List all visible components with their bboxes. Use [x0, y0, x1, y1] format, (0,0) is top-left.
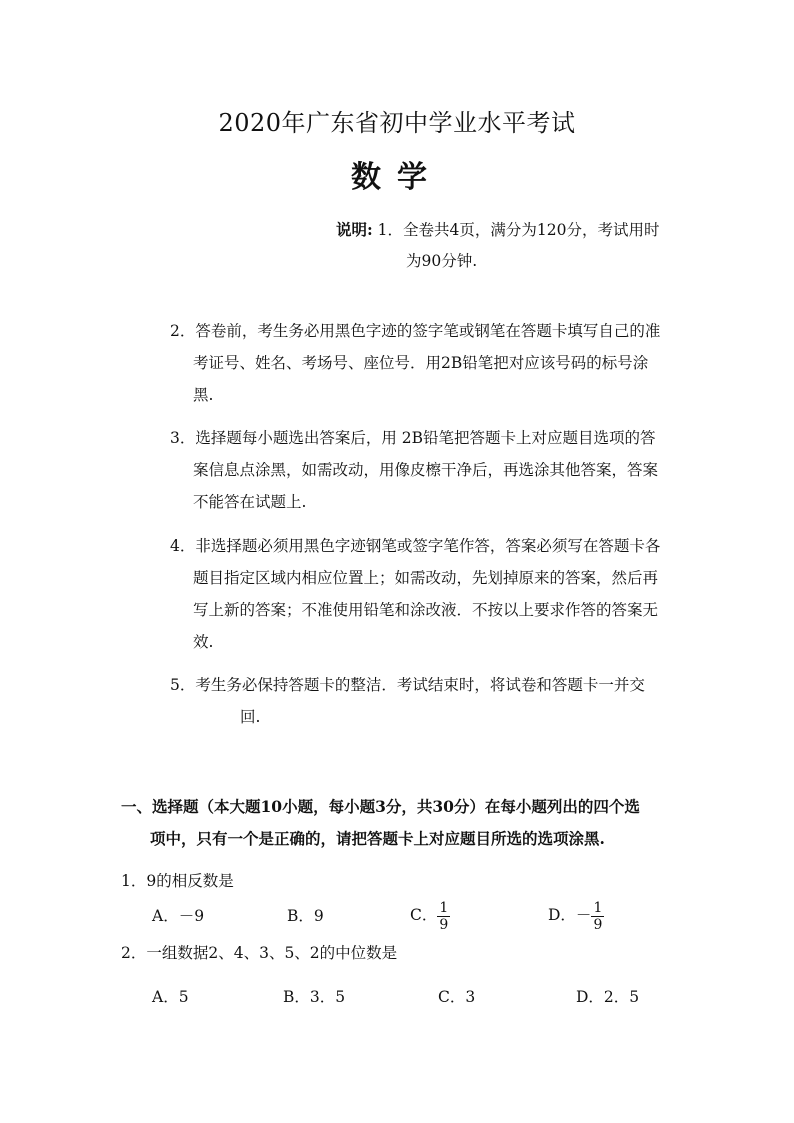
- question-1-option-d: [548, 897, 604, 933]
- instruction-5-line-1: 5．考生务必保持答题卡的整洁．考试结束时，将试卷和答题卡一并交: [170, 676, 645, 694]
- section-1-heading-line-1: 一、选择题（本大题10小题，每小题3分，共30分）在每小题列出的四个选: [121, 797, 640, 816]
- instruction-4-line-2: 题目指定区域内相应位置上；如需改动，先划掉原来的答案，然后再: [193, 569, 659, 587]
- question-1-option-b: B．9: [287, 907, 324, 925]
- fraction-negative-one-ninth: [591, 900, 604, 933]
- question-2-option-a: A．5: [152, 988, 189, 1006]
- exam-title: 2020年广东省初中学业水平考试: [218, 109, 576, 137]
- instruction-3-line-2: 案信息点涂黑，如需改动，用像皮檫干净后，再选涂其他答案，答案: [193, 461, 659, 479]
- instruction-2-line-3: 黑.: [193, 386, 214, 404]
- instruction-4-line-1: 4．非选择题必须用黑色字迹钢笔或签字笔作答，答案必须写在答题卡各: [170, 537, 661, 555]
- section-1-heading-line-2: 项中，只有一个是正确的，请把答题卡上对应题目所选的选项涂黑.: [150, 829, 605, 848]
- instruction-2-line-1: 2．答卷前，考生务必用黑色字迹的签字笔或钢笔在答题卡填写自己的准: [170, 322, 661, 340]
- instruction-1: [336, 220, 659, 240]
- question-1-option-a: A．－9: [152, 907, 205, 925]
- instructions-label: 说明:: [336, 220, 373, 239]
- instruction-3-line-1: 3．选择题每小题选出答案后，用 2B铅笔把答题卡上对应题目选项的答: [170, 429, 656, 447]
- instruction-2-line-2: 考证号、姓名、考场号、座位号．用2B铅笔把对应该号码的标号涂: [193, 354, 649, 372]
- instruction-4-line-4: 效.: [193, 633, 214, 651]
- question-2-option-b: B．3．5: [283, 988, 346, 1006]
- question-2-option-d: D．2．5: [576, 988, 640, 1006]
- instruction-1-line-2: 为90分钟.: [406, 252, 478, 270]
- instruction-5-line-2: 回.: [240, 708, 261, 726]
- fraction-one-ninth: [437, 900, 450, 933]
- instruction-1-line-1: 1．全卷共4页，满分为120分，考试用时: [377, 221, 660, 239]
- question-1-option-c: [410, 897, 450, 933]
- fraction-numerator: 1: [439, 899, 449, 916]
- question-2-option-c: C．3: [438, 988, 476, 1006]
- fraction-denominator: 9: [439, 916, 449, 933]
- option-d-label: D．－: [548, 906, 592, 924]
- fraction-numerator: 1: [593, 899, 603, 916]
- fraction-denominator: 9: [593, 916, 603, 933]
- instruction-3-line-3: 不能答在试题上.: [193, 493, 307, 511]
- option-c-label: C．: [410, 906, 438, 924]
- question-2-stem: 2．一组数据2、4、3、5、2的中位数是: [121, 944, 398, 962]
- instruction-4-line-3: 写上新的答案；不准使用铅笔和涂改液．不按以上要求作答的答案无: [193, 601, 659, 619]
- subject-title: 数学: [351, 160, 443, 195]
- question-1-stem: 1．9的相反数是: [121, 872, 234, 890]
